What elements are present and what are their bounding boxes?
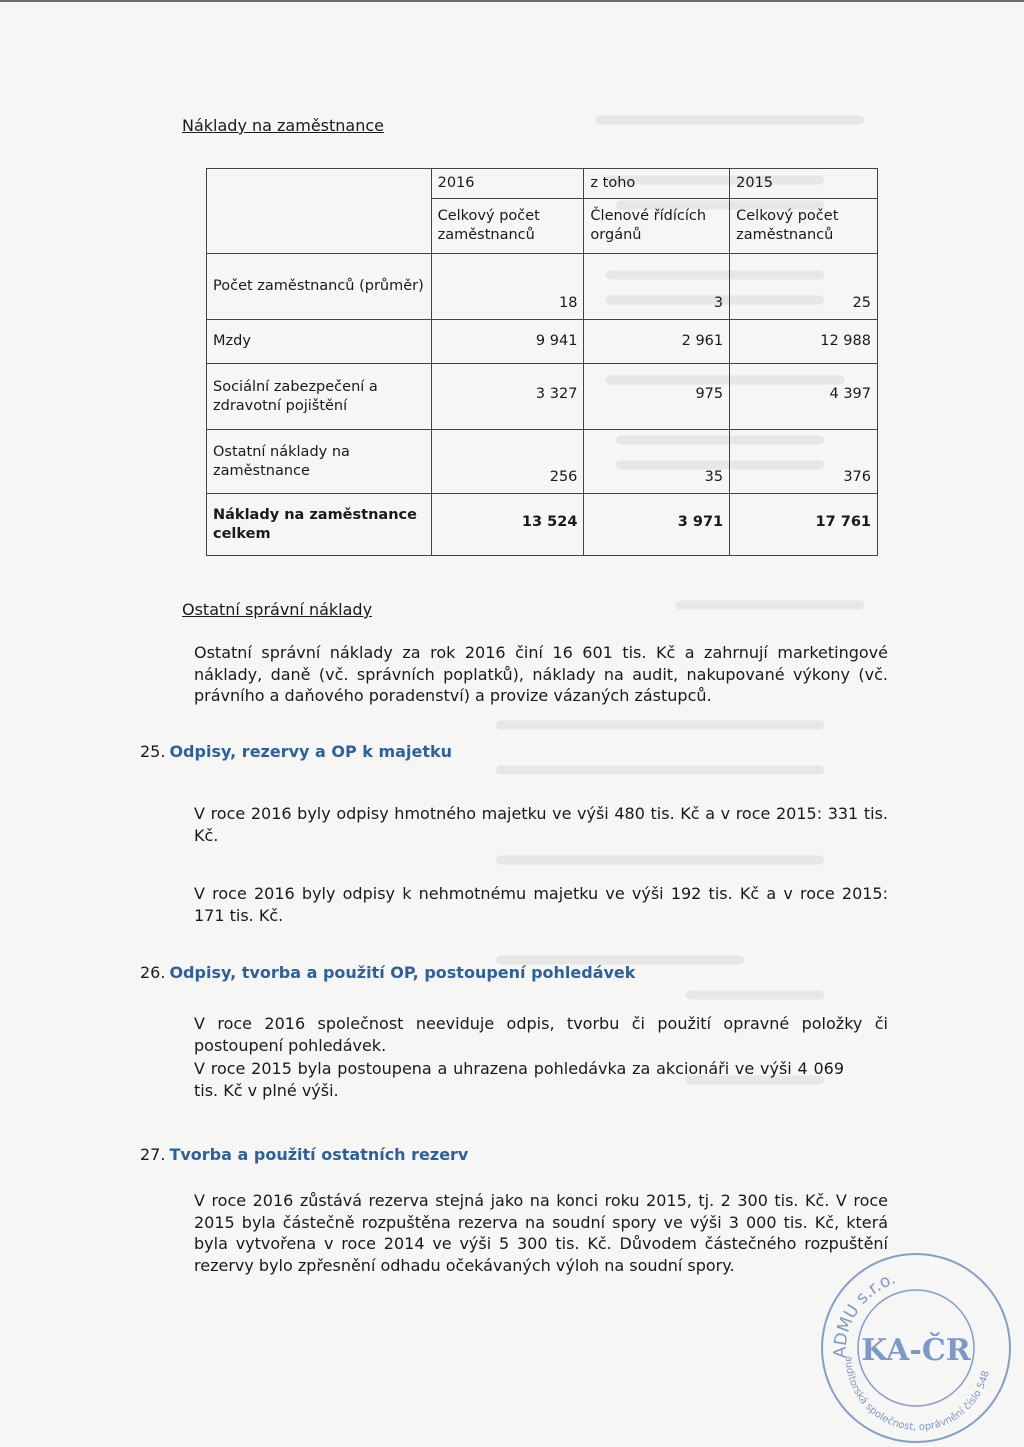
section-title: Tvorba a použití ostatních rezerv xyxy=(169,1145,469,1164)
row-value: 9 941 xyxy=(431,320,584,364)
row-value: 25 xyxy=(730,254,878,320)
section-27-paragraph: V roce 2016 zůstává rezerva stejná jako na konci roku 2015, tj. 2 300 tis. Kč. V roce 2015 byla částečně rozpuštěna rezerva na soudní spory ve výši 3 000 tis. Kč, která byla vytvořena v roce 2014 ve výši 5 300 tis. Kč. Důvodem částečného rozpuštění rezervy bylo zpřesnění odhadu očekávaných výloh na soudní spory. xyxy=(194,1191,888,1275)
section-25-paragraph-2: V roce 2016 byly odpisy k nehmotnému majetku ve výši 192 tis. Kč a v roce 2015: 171 tis. Kč. xyxy=(194,884,888,925)
row-label: Mzdy xyxy=(207,320,432,364)
table-corner-cell xyxy=(207,169,432,254)
section-26-heading xyxy=(140,963,635,982)
section-number: 25. xyxy=(140,742,166,761)
row-value: 4 397 xyxy=(730,364,878,430)
table-row xyxy=(207,364,878,430)
section-title: Odpisy, rezervy a OP k majetku xyxy=(169,742,452,761)
page-top-edge xyxy=(0,0,1024,2)
row-value: 18 xyxy=(431,254,584,320)
stamp-top-text: ADMU s.r.o. xyxy=(830,1268,899,1359)
auditor-stamp xyxy=(818,1248,1014,1444)
table-header-cell: Celkový počet zaměstnanců xyxy=(730,199,878,254)
row-value: 17 761 xyxy=(730,494,878,556)
row-value: 3 xyxy=(584,254,730,320)
row-value: 3 327 xyxy=(431,364,584,430)
row-value: 3 971 xyxy=(584,494,730,556)
row-value: 12 988 xyxy=(730,320,878,364)
row-value: 35 xyxy=(584,430,730,494)
section-26-paragraph-2: V roce 2015 byla postoupena a uhrazena pohledávka za akcionáři ve výši 4 069 tis. Kč v plné výši. xyxy=(194,1059,844,1100)
section-27-heading xyxy=(140,1145,468,1164)
stamp-bottom-text: auditorská společnost, oprávnění číslo 548 xyxy=(842,1355,992,1434)
employee-costs-title: Náklady na zaměstnance xyxy=(182,116,384,135)
table-header-cell: Členové řídících orgánů xyxy=(584,199,730,254)
table-header-cell: 2015 xyxy=(730,169,878,199)
table-row-total xyxy=(207,494,878,556)
section-title: Odpisy, tvorba a použití OP, postoupení pohledávek xyxy=(169,963,636,982)
admin-costs-title: Ostatní správní náklady xyxy=(182,600,373,619)
table-row xyxy=(207,254,878,320)
row-value: 975 xyxy=(584,364,730,430)
table-header-cell: z toho xyxy=(584,169,730,199)
table-header-cell: 2016 xyxy=(431,169,584,199)
table-header-cell: Celkový počet zaměstnanců xyxy=(431,199,584,254)
row-label: Ostatní náklady na zaměstnance xyxy=(207,430,432,494)
section-25-paragraph-1: V roce 2016 byly odpisy hmotného majetku ve výši 480 tis. Kč a v roce 2015: 331 tis. Kč. xyxy=(194,804,888,845)
admin-costs-paragraph: Ostatní správní náklady za rok 2016 činí 16 601 tis. Kč a zahrnují marketingové náklady, daně (vč. správních poplatků), náklady na audit, nakupované výkony (vč. právního a daňového poradenství) a provize vázaných zástupců. xyxy=(194,643,888,705)
table-row xyxy=(207,320,878,364)
section-25-heading xyxy=(140,742,452,761)
row-label: Počet zaměstnanců (průměr) xyxy=(207,254,432,320)
section-number: 27. xyxy=(140,1145,166,1164)
section-number: 26. xyxy=(140,963,166,982)
row-value: 256 xyxy=(431,430,584,494)
row-value: 13 524 xyxy=(431,494,584,556)
section-26-paragraph-1: V roce 2016 společnost neeviduje odpis, tvorbu či použití opravné položky či postoupení pohledávek. xyxy=(194,1014,888,1055)
row-label: Náklady na zaměstnance celkem xyxy=(207,494,432,556)
stamp-logo: KA-ČR xyxy=(861,1333,971,1368)
row-value: 376 xyxy=(730,430,878,494)
table-row xyxy=(207,430,878,494)
row-value: 2 961 xyxy=(584,320,730,364)
table-header-years xyxy=(207,169,878,199)
employee-costs-table xyxy=(206,168,878,556)
row-label: Sociální zabezpečení a zdravotní pojištění xyxy=(207,364,432,430)
